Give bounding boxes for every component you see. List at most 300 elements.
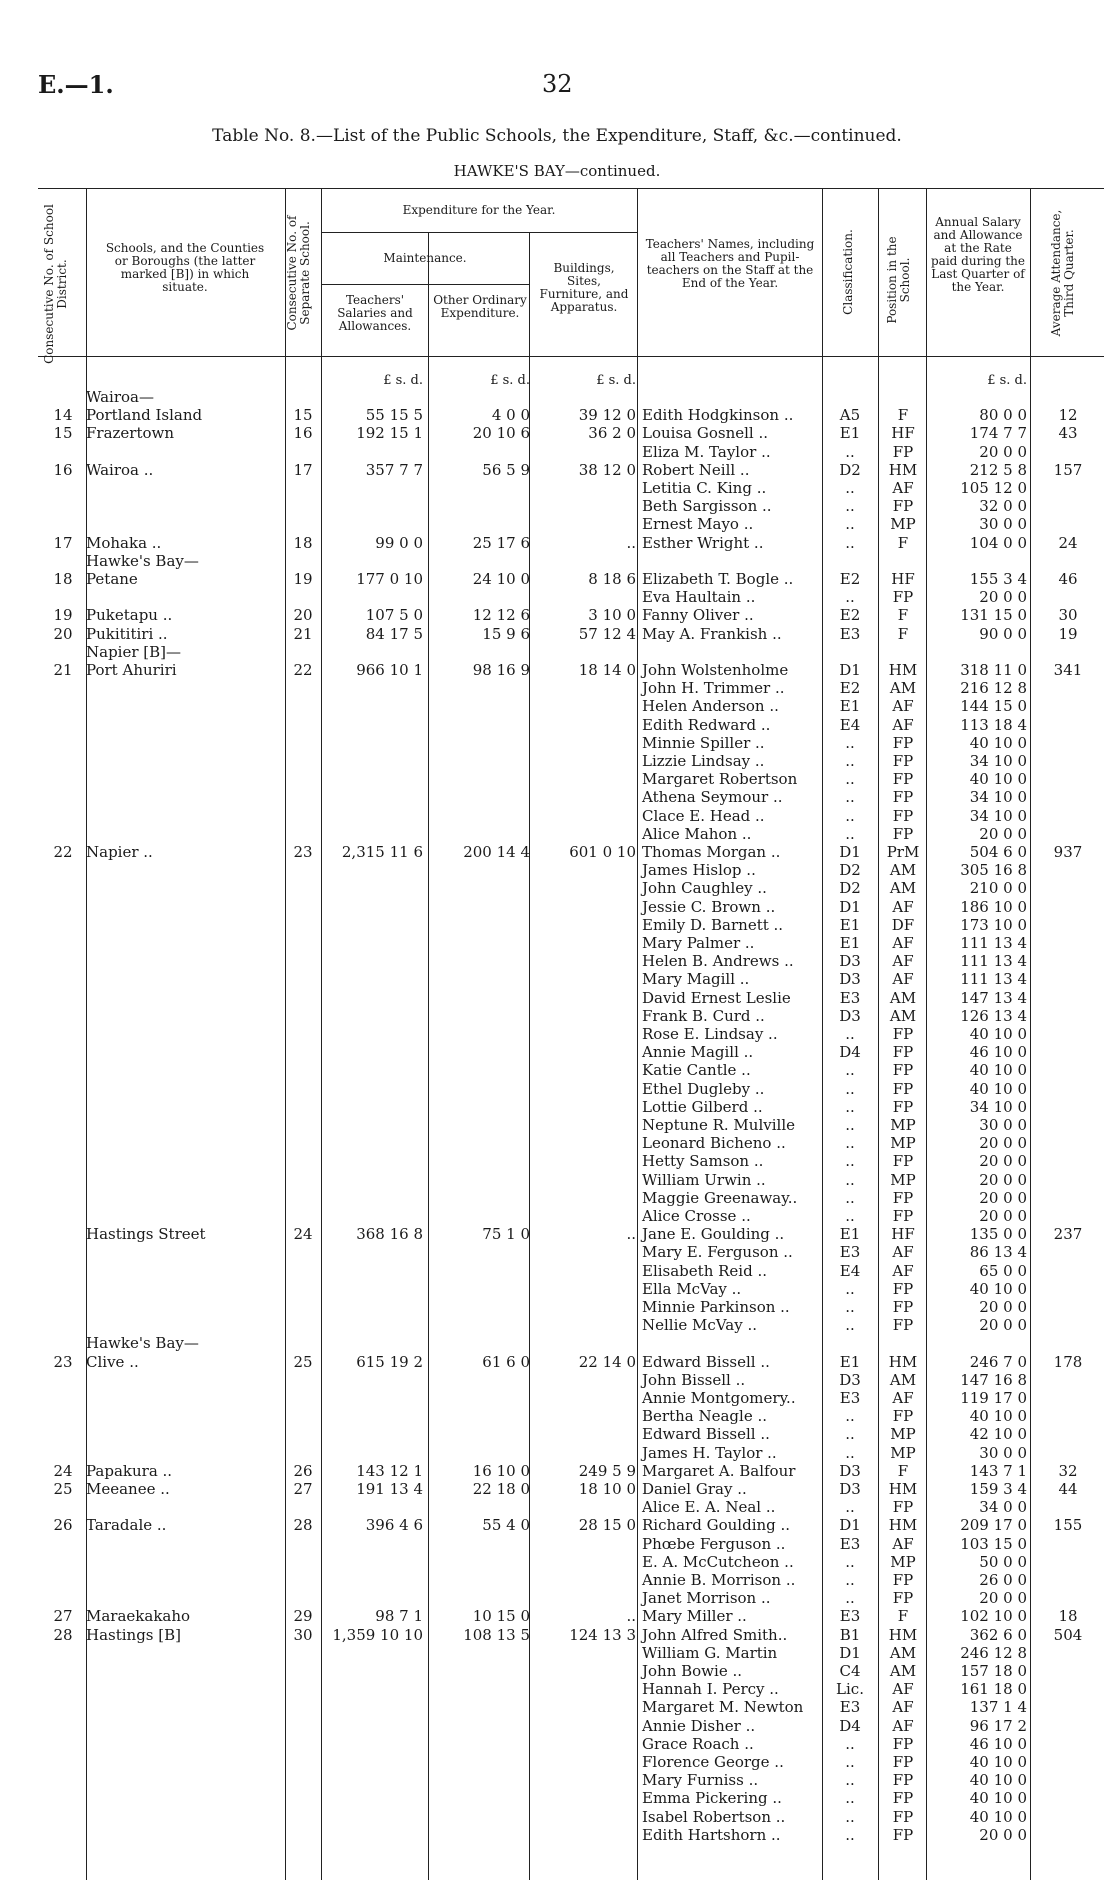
- cell-teacher: Mary Magill ..: [642, 970, 750, 989]
- col-separate-header: Consecutive No. of Separate School.: [285, 215, 312, 331]
- cell-cls: ..: [845, 770, 855, 789]
- cell-cls: ..: [845, 1753, 855, 1771]
- cell-teacher: Leonard Bicheno ..: [642, 1134, 786, 1153]
- cell-school: Napier ..: [86, 843, 153, 861]
- cell-teacher: Robert Neill ..: [642, 460, 750, 479]
- cell-oth: 4 0 0: [491, 406, 530, 425]
- cell-bld: 601 0 10: [569, 843, 636, 861]
- cell-teacher: Grace Roach ..: [642, 1734, 754, 1753]
- cell-teacher: Margaret Robertson: [642, 770, 798, 789]
- table-row: [0, 406, 1114, 424]
- cell-oth: 75 1 0: [482, 1225, 530, 1244]
- table-row: [0, 497, 1114, 515]
- cell-teacher: Phœbe Ferguson ..: [642, 1534, 786, 1553]
- cell-ann: 20 0 0: [979, 1188, 1027, 1207]
- cell-teacher: John Caughley ..: [642, 879, 767, 898]
- cell-district: 17: [53, 533, 73, 552]
- cell-district: 15: [53, 424, 73, 443]
- cell-att: 32: [1058, 1461, 1078, 1480]
- cell-ann: 42 10 0: [969, 1425, 1027, 1444]
- cell-ann: 50 0 0: [979, 1552, 1027, 1571]
- cell-pos: FP: [892, 1079, 914, 1098]
- cell-att: 18: [1058, 1607, 1078, 1626]
- cell-att: 30: [1058, 606, 1078, 625]
- cell-district: 28: [53, 1625, 73, 1644]
- cell-ann: 34 10 0: [969, 788, 1027, 807]
- cell-ann: 96 17 2: [969, 1716, 1027, 1735]
- cell-pos: HM: [888, 1625, 918, 1644]
- cell-sal: 55 15 5: [365, 406, 423, 425]
- table-row: [0, 1116, 1114, 1134]
- cell-ann: 40 10 0: [969, 1753, 1027, 1771]
- cell-district: 19: [53, 606, 73, 625]
- cell-pos: DF: [891, 915, 915, 934]
- cell-teacher: Minnie Parkinson ..: [642, 1298, 790, 1316]
- cell-cls: ..: [845, 588, 855, 607]
- cell-pos: MP: [890, 1170, 916, 1189]
- table-row: [0, 825, 1114, 843]
- cell-oth: 12 12 6: [472, 606, 530, 625]
- cell-ann: 111 13 4: [960, 952, 1027, 971]
- cell-cls: ..: [845, 515, 855, 534]
- cell-cls: ..: [845, 1170, 855, 1189]
- cell-pos: AM: [889, 988, 917, 1007]
- cell-pos: HM: [888, 1480, 918, 1498]
- cell-pos: FP: [892, 752, 914, 770]
- cell-teacher: May A. Frankish ..: [642, 624, 782, 643]
- cell-school: Maraekakaho: [86, 1607, 191, 1626]
- table-row: [0, 1353, 1114, 1371]
- cell-ann: 40 10 0: [969, 1771, 1027, 1790]
- cell-cls: ..: [845, 1207, 855, 1225]
- cell-pos: AM: [889, 1662, 917, 1680]
- cell-teacher: Mary E. Ferguson ..: [642, 1243, 793, 1262]
- cell-oth: 61 6 0: [482, 1352, 530, 1371]
- cell-teacher: Daniel Gray ..: [642, 1480, 747, 1498]
- cell-district: 14: [53, 406, 73, 425]
- cell-pos: MP: [890, 1134, 916, 1153]
- table-row: [0, 388, 1114, 406]
- col-classification-header: Classification.: [841, 229, 855, 315]
- cell-teacher: Minnie Spiller ..: [642, 733, 765, 752]
- cell-cls: ..: [845, 1298, 855, 1316]
- cell-sep: 19: [293, 570, 313, 588]
- table-row: [0, 734, 1114, 752]
- cell-teacher: Eliza M. Taylor ..: [642, 442, 771, 461]
- cell-ann: 216 12 8: [960, 679, 1027, 698]
- cell-oth: 108 13 5: [463, 1625, 530, 1644]
- cell-sep: 28: [293, 1516, 313, 1535]
- cell-ann: 210 0 0: [969, 879, 1027, 898]
- cell-oth: 98 16 9: [472, 661, 530, 679]
- cell-att: 504: [1053, 1625, 1083, 1644]
- table-row: [0, 1553, 1114, 1571]
- table-row: [0, 1407, 1114, 1425]
- cell-teacher: Edith Hartshorn ..: [642, 1825, 781, 1844]
- table-row: [0, 1771, 1114, 1789]
- cell-ann: 147 16 8: [960, 1370, 1027, 1389]
- cell-school: Napier [B]—: [86, 642, 182, 661]
- cell-cls: C4: [839, 1662, 861, 1680]
- cell-cls: ..: [845, 497, 855, 516]
- cell-district: 18: [53, 570, 73, 588]
- cell-ann: 143 7 1: [969, 1461, 1027, 1480]
- cell-pos: HM: [888, 460, 918, 479]
- cell-pos: FP: [892, 1589, 914, 1608]
- cell-sal: 191 13 4: [356, 1480, 423, 1498]
- cell-cls: E3: [839, 1243, 861, 1262]
- cell-teacher: Janet Morrison ..: [642, 1589, 771, 1608]
- cell-teacher: Emily D. Barnett ..: [642, 915, 784, 934]
- cell-sal: 177 0 10: [356, 570, 423, 588]
- cell-cls: E1: [839, 915, 861, 934]
- cell-teacher: Clace E. Head ..: [642, 806, 765, 825]
- cell-cls: ..: [845, 1425, 855, 1444]
- cell-school: Taradale ..: [86, 1516, 167, 1535]
- table-row: [0, 1589, 1114, 1607]
- col-buildings-header: Buildings, Sites, Furniture, and Apparatus.: [539, 261, 629, 314]
- cell-pos: FP: [892, 806, 914, 825]
- cell-school: Wairoa—: [86, 388, 154, 406]
- cell-teacher: Athena Seymour ..: [642, 788, 783, 807]
- cell-pos: AM: [889, 1643, 917, 1662]
- cell-att: 19: [1058, 624, 1078, 643]
- cell-teacher: Thomas Morgan ..: [642, 843, 781, 861]
- cell-ann: 20 0 0: [979, 1152, 1027, 1171]
- cell-teacher: Helen Anderson ..: [642, 697, 779, 716]
- cell-bld: ..: [626, 1225, 636, 1244]
- cell-cls: D2: [839, 879, 861, 898]
- cell-bld: 57 12 4: [578, 624, 636, 643]
- table-row: [0, 952, 1114, 970]
- table-row: [0, 1007, 1114, 1025]
- cell-ann: 40 10 0: [969, 1061, 1027, 1080]
- cell-ann: 40 10 0: [969, 1407, 1027, 1426]
- cell-bld: 18 10 0: [578, 1480, 636, 1498]
- cell-cls: ..: [845, 1589, 855, 1608]
- cell-school: Wairoa ..: [86, 460, 154, 479]
- cell-sep: 15: [293, 406, 313, 425]
- cell-teacher: James Hislop ..: [642, 861, 756, 880]
- cell-teacher: Beth Sargisson ..: [642, 497, 772, 516]
- table-row: [0, 879, 1114, 897]
- cell-bld: ..: [626, 533, 636, 552]
- cell-sal: 98 7 1: [375, 1607, 423, 1626]
- region-subtitle: HAWKE'S BAY—continued.: [453, 162, 661, 180]
- cell-teacher: Nellie McVay ..: [642, 1316, 757, 1335]
- table-row: [0, 1316, 1114, 1334]
- cell-teacher: Florence George ..: [642, 1753, 784, 1771]
- cell-cls: A5: [839, 406, 861, 425]
- cell-cls: E3: [839, 624, 861, 643]
- cell-teacher: Lizzie Lindsay ..: [642, 752, 765, 770]
- cell-cls: ..: [845, 752, 855, 770]
- cell-cls: ..: [845, 788, 855, 807]
- cell-ann: 46 10 0: [969, 1734, 1027, 1753]
- table-row: [0, 1607, 1114, 1625]
- cell-teacher: Edith Hodgkinson ..: [642, 406, 794, 425]
- cell-pos: FP: [892, 1207, 914, 1225]
- table-row: [0, 1516, 1114, 1534]
- cell-cls: ..: [845, 806, 855, 825]
- cell-district: 21: [53, 661, 73, 679]
- cell-cls: ..: [845, 1571, 855, 1589]
- cell-teacher: Neptune R. Mulville: [642, 1116, 795, 1134]
- cell-ann: 65 0 0: [979, 1261, 1027, 1280]
- cell-cls: D2: [839, 460, 861, 479]
- cell-teacher: Annie Magill ..: [642, 1043, 754, 1062]
- cell-teacher: Richard Goulding ..: [642, 1516, 791, 1535]
- cell-ann: 46 10 0: [969, 1043, 1027, 1062]
- cell-pos: FP: [892, 1807, 914, 1826]
- cell-ann: 20 0 0: [979, 1825, 1027, 1844]
- cell-bld: 249 5 9: [578, 1461, 636, 1480]
- cell-ann: 209 17 0: [960, 1516, 1027, 1535]
- cell-pos: HM: [888, 1352, 918, 1371]
- cell-ann: 119 17 0: [960, 1389, 1027, 1407]
- cell-sal: 192 15 1: [356, 424, 423, 443]
- cell-bld: ..: [626, 1607, 636, 1626]
- cell-ann: 40 10 0: [969, 1079, 1027, 1098]
- cell-ann: 40 10 0: [969, 770, 1027, 789]
- cell-cls: D1: [839, 661, 861, 679]
- table-row: [0, 1171, 1114, 1189]
- table-row: [0, 461, 1114, 479]
- cell-pos: FP: [892, 1407, 914, 1426]
- cell-ann: 30 0 0: [979, 1116, 1027, 1134]
- table-row: [0, 1717, 1114, 1735]
- cell-pos: MP: [890, 1443, 916, 1462]
- cell-cls: D3: [839, 1480, 861, 1498]
- cell-oth: 20 10 6: [472, 424, 530, 443]
- cell-bld: 36 2 0: [588, 424, 636, 443]
- cell-ann: 137 1 4: [969, 1698, 1027, 1717]
- table-row: [0, 1152, 1114, 1170]
- cell-school: Port Ahuriri: [86, 661, 177, 679]
- cell-att: 157: [1053, 460, 1083, 479]
- cell-ann: 30 0 0: [979, 515, 1027, 534]
- cell-teacher: John Wolstenholme: [642, 661, 789, 679]
- cell-ann: 30 0 0: [979, 1443, 1027, 1462]
- cell-teacher: John H. Trimmer ..: [642, 679, 785, 698]
- cell-teacher: Edith Redward ..: [642, 715, 771, 734]
- cell-teacher: Annie Montgomery..: [642, 1389, 796, 1407]
- col-attendance-header: Average Attendance, Third Quarter.: [1049, 209, 1076, 337]
- col-school-header: Schools, and the Counties or Boroughs (the latter marked [B]) in which situate.: [105, 241, 265, 294]
- cell-school: Papakura ..: [86, 1461, 173, 1480]
- cell-ann: 34 10 0: [969, 752, 1027, 770]
- cell-cls: E1: [839, 697, 861, 716]
- cell-pos: FP: [892, 1097, 914, 1116]
- cell-pos: FP: [892, 497, 914, 516]
- cell-ann: 20 0 0: [979, 588, 1027, 607]
- cell-teacher: Jane E. Goulding ..: [642, 1225, 785, 1244]
- cell-ann: 155 3 4: [969, 570, 1027, 588]
- cell-cls: D4: [839, 1716, 861, 1735]
- cell-cls: ..: [845, 1097, 855, 1116]
- cell-pos: FP: [892, 770, 914, 789]
- cell-sep: 17: [293, 460, 313, 479]
- table-row: [0, 1535, 1114, 1553]
- table-row: [0, 1680, 1114, 1698]
- cell-ann: 305 16 8: [960, 861, 1027, 880]
- table-row: [0, 807, 1114, 825]
- cell-sal: 84 17 5: [365, 624, 423, 643]
- cell-teacher: Alice E. A. Neal ..: [642, 1498, 776, 1517]
- cell-pos: FP: [892, 1298, 914, 1316]
- cell-pos: FP: [892, 824, 914, 843]
- cell-pos: FP: [892, 1734, 914, 1753]
- cell-ann: 147 13 4: [960, 988, 1027, 1007]
- cell-cls: E3: [839, 1389, 861, 1407]
- table-row: [0, 861, 1114, 879]
- cell-pos: FP: [892, 1188, 914, 1207]
- table-row: [0, 643, 1114, 661]
- cell-ann: 20 0 0: [979, 1316, 1027, 1335]
- cell-district: 23: [53, 1352, 73, 1371]
- cell-district: 26: [53, 1516, 73, 1535]
- cell-teacher: Annie Disher ..: [642, 1716, 756, 1735]
- cell-teacher: Louisa Gosnell ..: [642, 424, 769, 443]
- cell-sal: 107 5 0: [365, 606, 423, 625]
- cell-sep: 16: [293, 424, 313, 443]
- cell-teacher: John Alfred Smith..: [642, 1625, 788, 1644]
- cell-pos: AM: [889, 1370, 917, 1389]
- cell-pos: AF: [892, 1680, 914, 1699]
- cell-teacher: William G. Martin: [642, 1643, 778, 1662]
- cell-cls: E4: [839, 1261, 861, 1280]
- cell-cls: ..: [845, 1789, 855, 1808]
- cell-teacher: Eva Haultain ..: [642, 588, 756, 607]
- cell-sep: 22: [293, 661, 313, 679]
- table-row: [0, 1207, 1114, 1225]
- cell-teacher: Mary Palmer ..: [642, 934, 755, 952]
- cell-pos: AF: [892, 970, 914, 989]
- cell-cls: B1: [839, 1625, 861, 1644]
- unit-label: £ s. d.: [383, 373, 423, 388]
- cell-cls: D1: [839, 897, 861, 916]
- table-row: [0, 1480, 1114, 1498]
- cell-sep: 23: [293, 843, 313, 861]
- cell-ann: 20 0 0: [979, 1134, 1027, 1153]
- col-teachers-header: Teachers' Names, including all Teachers and Pupil-teachers on the Staff at the End of the Year.: [645, 237, 815, 290]
- cell-school: Hastings [B]: [86, 1625, 182, 1644]
- cell-cls: D1: [839, 1643, 861, 1662]
- cell-teacher: Edward Bissell ..: [642, 1425, 770, 1444]
- cell-ann: 186 10 0: [960, 897, 1027, 916]
- table-row: [0, 1189, 1114, 1207]
- cell-school: Hawke's Bay—: [86, 1334, 199, 1353]
- cell-ann: 20 0 0: [979, 1207, 1027, 1225]
- cell-cls: E3: [839, 988, 861, 1007]
- table-row: [0, 1698, 1114, 1716]
- cell-ann: 40 10 0: [969, 1807, 1027, 1826]
- cell-pos: AF: [892, 1261, 914, 1280]
- cell-att: 178: [1053, 1352, 1083, 1371]
- table-row: [0, 679, 1114, 697]
- table-row: [0, 770, 1114, 788]
- cell-ann: 20 0 0: [979, 824, 1027, 843]
- cell-pos: F: [897, 624, 909, 643]
- table-row: [0, 1243, 1114, 1261]
- cell-teacher: Lottie Gilberd ..: [642, 1097, 763, 1116]
- cell-cls: E1: [839, 1225, 861, 1244]
- cell-cls: E2: [839, 679, 861, 698]
- cell-school: Mohaka ..: [86, 533, 162, 552]
- table-row: [0, 1753, 1114, 1771]
- cell-cls: E4: [839, 715, 861, 734]
- table-row: [0, 1389, 1114, 1407]
- table-row: [0, 1298, 1114, 1316]
- cell-pos: MP: [890, 1552, 916, 1571]
- cell-pos: AM: [889, 1006, 917, 1025]
- table-row: [0, 1662, 1114, 1680]
- cell-teacher: Emma Pickering ..: [642, 1789, 782, 1808]
- cell-teacher: Mary Miller ..: [642, 1607, 747, 1626]
- cell-cls: ..: [845, 1825, 855, 1844]
- cell-teacher: Rose E. Lindsay ..: [642, 1025, 778, 1043]
- cell-sal: 368 16 8: [356, 1225, 423, 1244]
- table-row: [0, 552, 1114, 570]
- cell-ann: 80 0 0: [979, 406, 1027, 425]
- table-row: [0, 1334, 1114, 1352]
- cell-pos: AF: [892, 952, 914, 971]
- cell-teacher: E. A. McCutcheon ..: [642, 1552, 794, 1571]
- cell-teacher: David Ernest Leslie: [642, 988, 791, 1007]
- cell-pos: MP: [890, 515, 916, 534]
- table-row: [0, 989, 1114, 1007]
- table-row: [0, 898, 1114, 916]
- cell-teacher: Margaret A. Balfour: [642, 1461, 796, 1480]
- cell-att: 43: [1058, 424, 1078, 443]
- cell-bld: 22 14 0: [578, 1352, 636, 1371]
- cell-teacher: Annie B. Morrison ..: [642, 1571, 796, 1589]
- table-row: [0, 1735, 1114, 1753]
- cell-school: Hastings Street: [86, 1225, 206, 1244]
- cell-ann: 212 5 8: [969, 460, 1027, 479]
- table-row: [0, 1444, 1114, 1462]
- cell-pos: FP: [892, 1498, 914, 1517]
- cell-pos: FP: [892, 1279, 914, 1298]
- unit-label: £ s. d.: [987, 373, 1027, 388]
- cell-ann: 104 0 0: [969, 533, 1027, 552]
- cell-bld: 28 15 0: [578, 1516, 636, 1535]
- cell-pos: HF: [891, 570, 915, 588]
- cell-teacher: Maggie Greenaway..: [642, 1188, 798, 1207]
- cell-ann: 105 12 0: [960, 479, 1027, 497]
- cell-pos: PrM: [886, 843, 920, 861]
- cell-sep: 29: [293, 1607, 313, 1626]
- cell-ann: 20 0 0: [979, 442, 1027, 461]
- col-district-header: Consecutive No. of School District.: [42, 204, 69, 364]
- cell-ann: 40 10 0: [969, 733, 1027, 752]
- table-row: [0, 424, 1114, 442]
- cell-ann: 103 15 0: [960, 1534, 1027, 1553]
- cell-pos: MP: [890, 1425, 916, 1444]
- cell-pos: HM: [888, 1516, 918, 1535]
- cell-school: Clive ..: [86, 1352, 139, 1371]
- cell-district: 20: [53, 624, 73, 643]
- col-other-header: Other Ordinary Expenditure.: [433, 293, 527, 320]
- cell-pos: FP: [892, 1316, 914, 1335]
- table-row: [0, 1080, 1114, 1098]
- cell-pos: AF: [892, 479, 914, 497]
- cell-ann: 113 18 4: [960, 715, 1027, 734]
- col-maintenance-header: Maintenance.: [383, 251, 467, 265]
- table-row: [0, 661, 1114, 679]
- cell-pos: AF: [892, 1389, 914, 1407]
- table-row: [0, 570, 1114, 588]
